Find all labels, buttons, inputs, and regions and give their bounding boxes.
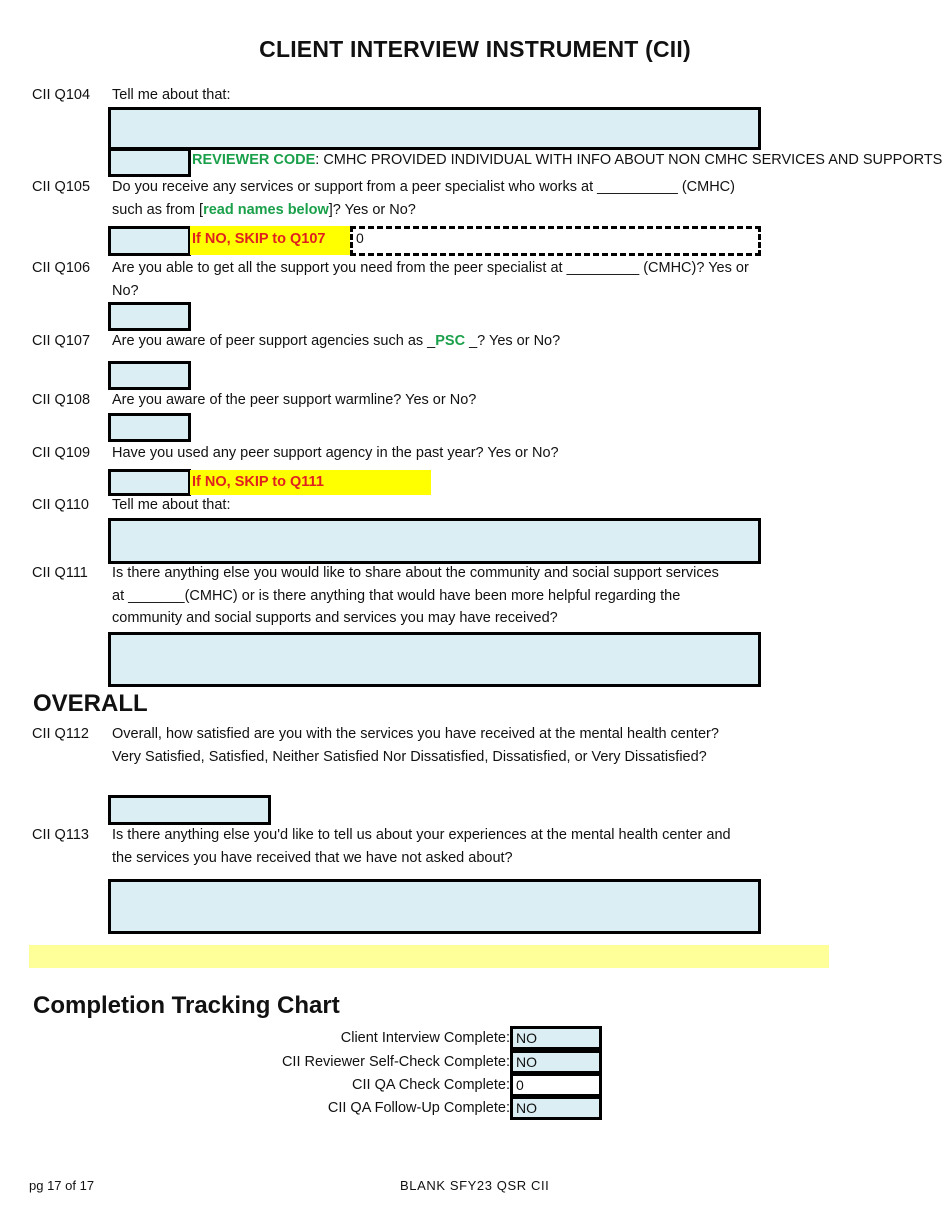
q113-text: Is there anything else you'd like to tell us about your experiences at the mental health center and the services you have received that we have not asked about? (112, 827, 731, 866)
q105-answer-field[interactable] (108, 226, 191, 256)
reviewer-code-desc: : CMHC PROVIDED INDIVIDUAL WITH INFO ABOUT NON CMHC SERVICES AND SUPPORTS (315, 152, 943, 168)
q109-id: CII Q109 (32, 445, 91, 461)
q105-text-a: Do you receive any services or support from a peer specialist who works at __________ (CMHC) such as from [ (112, 179, 735, 218)
q111-text: Is there anything else you would like to share about the community and social support services at _______(CMHC) or is there anything that would have been more helpful regarding the community and social supports and services you may have received? (112, 565, 719, 626)
q106-text: Are you able to get all the support you need from the peer specialist at _________ (CMHC)? Yes or No? (112, 260, 749, 299)
completion-value-qa-followup[interactable]: NO (510, 1096, 602, 1120)
q106-id: CII Q106 (32, 260, 91, 276)
q107-text (112, 330, 772, 353)
q107-text-b: _? Yes or No? (465, 333, 561, 349)
reviewer-code-field[interactable] (108, 148, 191, 177)
q109-skip-note: If NO, SKIP to Q111 (190, 470, 431, 495)
q107-highlight: PSC (435, 333, 466, 349)
q106-answer-field[interactable] (108, 302, 191, 331)
q107-answer-field[interactable] (108, 361, 191, 390)
q110-id: CII Q110 (32, 497, 89, 513)
highlight-band (29, 945, 829, 968)
q105-text (112, 176, 752, 221)
q105-skip-note: If NO, SKIP to Q107 (190, 226, 350, 255)
q105-extra-field[interactable]: 0 (350, 226, 761, 256)
page-title: CLIENT INTERVIEW INSTRUMENT (CII) (259, 36, 691, 62)
q109-text: Have you used any peer support agency in the past year? Yes or No? (112, 445, 559, 461)
q113-answer-field[interactable] (108, 879, 761, 934)
q110-text: Tell me about that: (112, 497, 231, 513)
q107-text-a: Are you aware of peer support agencies such as _ (112, 333, 436, 349)
q105-id: CII Q105 (32, 179, 91, 195)
completion-value-qa-check[interactable]: 0 (510, 1073, 602, 1097)
q110-answer-field[interactable] (108, 518, 761, 564)
q111-answer-field[interactable] (108, 632, 761, 687)
q107-id: CII Q107 (32, 333, 91, 349)
footer-page-number: pg 17 of 17 (29, 1178, 95, 1193)
completion-label-qa-check: CII QA Check Complete: (352, 1077, 510, 1093)
reviewer-code-text (192, 151, 943, 173)
q113-id: CII Q113 (32, 827, 89, 843)
q112-answer-field[interactable] (108, 795, 271, 825)
q111-id: CII Q111 (32, 565, 88, 581)
q108-answer-field[interactable] (108, 413, 191, 442)
completion-heading: Completion Tracking Chart (33, 992, 340, 1019)
q105-text-b: ]? Yes or No? (328, 201, 416, 218)
q108-text: Are you aware of the peer support warmline? Yes or No? (112, 392, 477, 408)
overall-heading: OVERALL (33, 690, 148, 717)
q108-id: CII Q108 (32, 392, 91, 408)
completion-label-qa-followup: CII QA Follow-Up Complete: (327, 1100, 510, 1116)
footer-doc-name: BLANK SFY23 QSR CII (400, 1178, 550, 1193)
completion-label-self-check: CII Reviewer Self-Check Complete: (281, 1054, 510, 1070)
completion-value-self-check[interactable]: NO (510, 1050, 602, 1074)
q104-id: CII Q104 (32, 87, 91, 103)
q109-answer-field[interactable] (108, 469, 191, 496)
q112-text: Overall, how satisfied are you with the services you have received at the mental health center? Very Satisfied, Satisfied, Neither Satisfied Nor Dissatisfied, Dissatisfied, or Very Dissatisfied? (112, 726, 719, 765)
q105-highlight: read names below (203, 201, 329, 218)
q104-text: Tell me about that: (112, 87, 231, 103)
q104-answer-field[interactable] (108, 107, 761, 150)
reviewer-code-label: REVIEWER CODE (192, 152, 316, 168)
completion-label-client-interview: Client Interview Complete: (340, 1030, 510, 1046)
completion-value-client-interview[interactable]: NO (510, 1026, 602, 1050)
q112-id: CII Q112 (32, 726, 89, 742)
